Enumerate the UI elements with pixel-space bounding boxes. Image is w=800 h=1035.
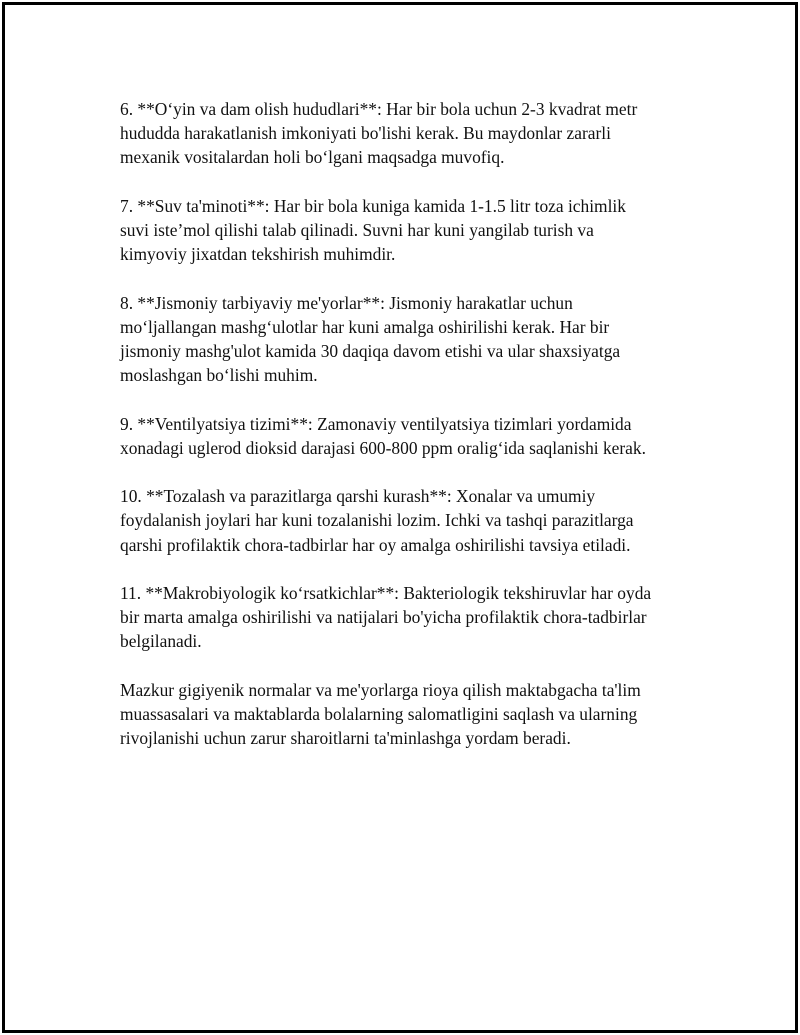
text-line: 9. **Ventilyatsiya tizimi**: Zamonaviy ventilyatsiya tizimlari yordamida <box>120 413 632 434</box>
text-line: 11. **Makrobiyologik ko‘rsatkichlar**: Bakteriologik tekshiruvlar har oyda <box>120 582 652 603</box>
page-frame <box>2 2 798 1033</box>
text-line: 6. **O‘yin va dam olish hududlari**: Har bir bola uchun 2-3 kvadrat metr <box>120 99 638 119</box>
text-line: xonadagi uglerod dioksid darajasi 600-800 ppm oralig‘ida saqlanishi kerak. <box>120 437 646 458</box>
text-line: mo‘ljallangan mashg‘ulotlar har kuni amalga oshirilishi kerak. Har bir <box>120 316 610 337</box>
paragraph-microbiological-indicators <box>120 581 705 654</box>
text-line: 10. **Tozalash va parazitlarga qarshi kurash**: Xonalar va umumiy <box>120 486 596 507</box>
text-line: 8. **Jismoniy tarbiyaviy me'yorlar**: Jismoniy harakatlar uchun <box>120 292 573 313</box>
text-line: Mazkur gigiyenik normalar va me'yorlarga rioya qilish maktabgacha ta'lim <box>120 679 641 700</box>
text-line: suvi iste’mol qilishi talab qilinadi. Suvni har kuni yangilab turish va <box>120 220 594 240</box>
text-line: kimyoviy jixatdan tekshirish muhimdir. <box>120 244 396 265</box>
text-line: belgilanadi. <box>120 631 202 652</box>
paragraph-ventilation <box>120 412 705 460</box>
text-line: moslashgan bo‘lishi muhim. <box>120 365 318 386</box>
paragraph-physical-education <box>120 291 705 388</box>
text-line: muassasalari va maktablarda bolalarning salomatligini saqlash va ularning <box>120 703 638 724</box>
document-body <box>120 97 705 775</box>
paragraph-conclusion <box>120 678 705 751</box>
text-line: foydalanish joylari har kuni tozalanishi lozim. Ichki va tashqi parazitlarga <box>120 510 634 531</box>
text-line: qarshi profilaktik chora-tadbirlar har oy amalga oshirilishi tavsiya etiladi. <box>120 534 631 555</box>
text-line: mexanik vositalardan holi bo‘lgani maqsadga muvofiq. <box>120 147 505 168</box>
text-line: rivojlanishi uchun zarur sharoitlarni ta'minlashga yordam beradi. <box>120 728 571 749</box>
text-line: hududda harakatlanish imkoniyati bo'lishi kerak. Bu maydonlar zararli <box>120 123 611 144</box>
text-line: jismoniy mashg'ulot kamida 30 daqiqa davom etishi va ular shaxsiyatga <box>120 341 621 361</box>
paragraph-cleaning-pest-control <box>120 484 705 557</box>
text-line: bir marta amalga oshirilishi va natijalari bo'yicha profilaktik chora-tadbirlar <box>120 607 647 628</box>
paragraph-play-areas <box>120 97 705 170</box>
paragraph-water-supply <box>120 194 705 267</box>
text-line: 7. **Suv ta'minoti**: Har bir bola kuniga kamida 1-1.5 litr toza ichimlik <box>120 195 626 216</box>
